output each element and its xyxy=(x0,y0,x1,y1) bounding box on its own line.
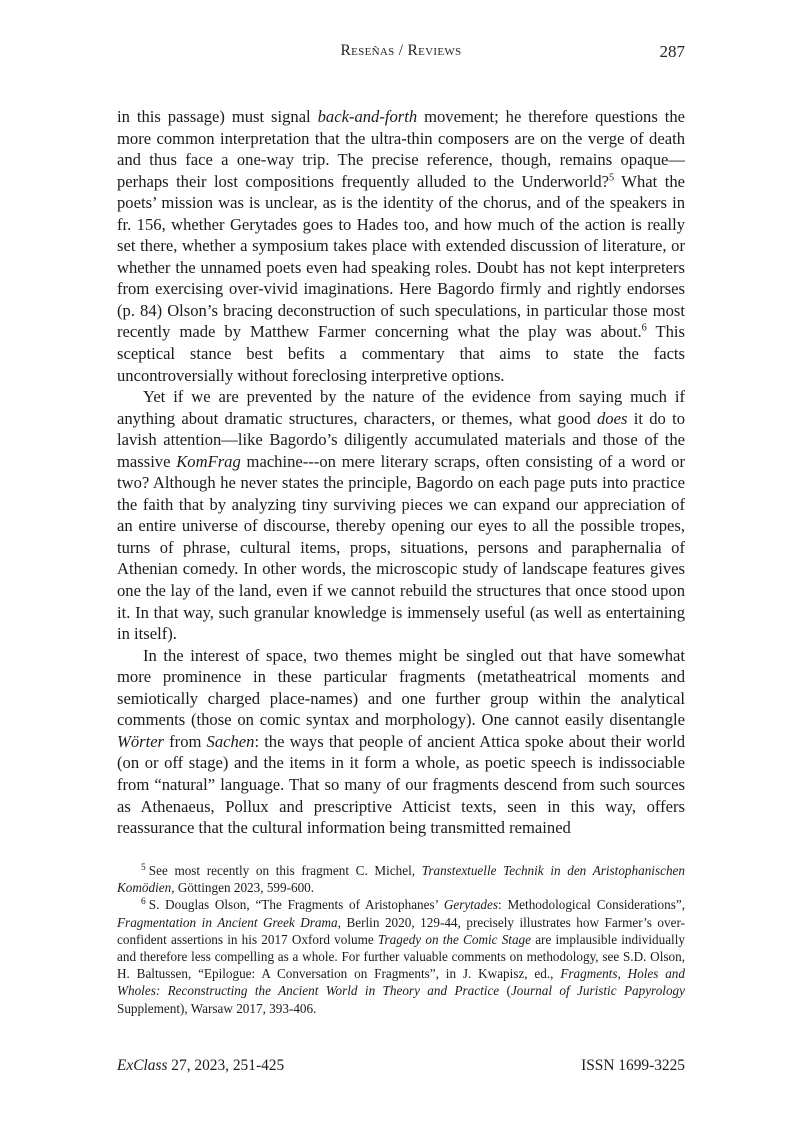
footnote-ref[interactable]: 5 xyxy=(609,172,615,184)
text-run: , Berlin 2020, 129-44, precisely illustrates how Farmer’s over-confident assertions in his 2017 Oxford volume xyxy=(117,914,685,947)
footnote-number: 5 xyxy=(141,862,146,873)
text-run: in this passage) must signal xyxy=(117,107,318,126)
text-run: Sachen xyxy=(206,731,255,751)
footer-issn: ISSN 1699-3225 xyxy=(581,1057,685,1074)
footnotes-section xyxy=(117,862,685,1017)
text-run: Transtextuelle Technik in den Aristophanischen Komödien xyxy=(117,863,685,896)
text-run: are implausible individually and therefore less compelling as a whole. For further valuable comments on methodology, see S.D. Olson, H. Baltussen, “Epilogue: A Conversation on Fragments”, in J. Kwapisz, ed., xyxy=(117,931,685,982)
running-head-title: Reseñas / Reviews xyxy=(340,42,462,59)
text-run: machine---on mere literary scraps, often consisting of a word or two? Although he never states the principle, Bagordo on each page puts into practice the faith that by analyzing tiny surviving pieces we can expand our appreciation of an entire universe of discourse, thereby opening our eyes to all the possible tropes, turns of phrase, cultural items, props, situations, persons and paraphernalia of Athenian comedy. In other words, the microscopic study of landscape features gives one the lay of the land, even if we cannot rebuild the structures that once stood upon it. In that way, such granular knowledge is immensely useful (as well as entertaining in itself). xyxy=(117,451,686,644)
page-footer xyxy=(117,1057,685,1079)
text-run: : Methodological Considerations”, xyxy=(498,897,685,913)
text-run: Yet if we are prevented by the nature of the evidence from saying much if anything about dramatic structures, characters, or themes, what good xyxy=(117,387,685,428)
footnote-number: 6 xyxy=(141,897,146,908)
footnote-entry xyxy=(117,862,685,896)
footer-citation-rest: 27, 2023, 251-425 xyxy=(167,1057,285,1074)
text-run: ( xyxy=(499,983,511,999)
text-run: Gerytades xyxy=(443,897,499,913)
body-paragraph xyxy=(117,386,685,645)
text-run: : the ways that people of ancient Attica spoke about their world (on or off stage) and the items in it form a whole, as poetic speech is indissociable from “natural” language. That so many of our fragments descend from such sources as Athenaeus, Pollux and prescriptive Atticist texts, seen in this way, offers reassurance that the cultural information being transmitted remained xyxy=(117,731,685,838)
text-run: KomFrag xyxy=(176,451,241,471)
footnote-ref[interactable]: 6 xyxy=(641,322,647,334)
text-run: Fragmentation in Ancient Greek Drama xyxy=(117,914,338,930)
text-run: What the poets’ mission was is unclear, as is the identity of the chorus, and of the speakers in fr. 156, whether xyxy=(117,171,685,234)
footnote-entry xyxy=(117,896,685,1016)
footer-citation xyxy=(117,1057,284,1075)
body-paragraph xyxy=(117,106,685,386)
text-run: it do to lavish attention—like Bagordo’s diligently accumulated materials and those of the massive xyxy=(117,408,685,471)
text-run: See most recently on this fragment C. Michel, xyxy=(148,863,422,878)
footer-journal-name: ExClass xyxy=(117,1057,168,1074)
body-paragraph xyxy=(117,645,685,839)
text-run: Gerytades xyxy=(229,214,298,234)
text-run: Journal of Juristic Papyrology xyxy=(510,983,685,999)
text-run: S. Douglas Olson, “The Fragments of Aristophanes’ xyxy=(148,897,444,913)
text-run: back-and-forth xyxy=(317,107,418,126)
text-run: Fragments, Holes and Wholes: Reconstructing the Ancient World in Theory and Practice xyxy=(117,966,685,999)
text-run: Tragedy on the Comic Stage xyxy=(377,931,531,947)
text-run: from xyxy=(164,731,207,751)
text-run: does xyxy=(597,408,628,428)
page-number: 287 xyxy=(659,42,685,61)
text-run: Wörter xyxy=(117,731,165,751)
body-text xyxy=(117,106,685,839)
text-run: This sceptical stance best befits a commentary that aims to state the facts uncontroversially without foreclosing interpretive options. xyxy=(117,322,685,385)
running-head xyxy=(117,42,685,66)
text-run: Supplement), Warsaw 2017, 393-406. xyxy=(117,1000,317,1016)
text-run: , Göttingen 2023, 599-600. xyxy=(171,880,315,896)
text-run: In the interest of space, two themes might be singled out that have somewhat more prominence in these particular fragments (metatheatrical moments and semiotically charged place-names) and one further group within the analytical comments (those on comic syntax and morphology). One cannot easily disentangle xyxy=(117,645,685,730)
text-run: movement; he therefore questions the more common interpretation that the ultra-thin composers are on the verge of death and thus face a one-way trip. The precise reference, though, remains opaque—perhaps their lost compositions frequently alluded to the Underworld? xyxy=(117,107,685,191)
text-run: goes to Hades too, and how much of the action is really set there, whether a symposium takes place with extended discussion of literature, or whether the unnamed poets even had speaking roles. Doubt has not kept interpreters from exercising over-vivid imaginations. Here Bagordo firmly and rightly endorses (p. 84) Olson’s bracing deconstruction of such speculations, in particular those most recently made by Matthew Farmer concerning what the play was about. xyxy=(117,214,685,342)
